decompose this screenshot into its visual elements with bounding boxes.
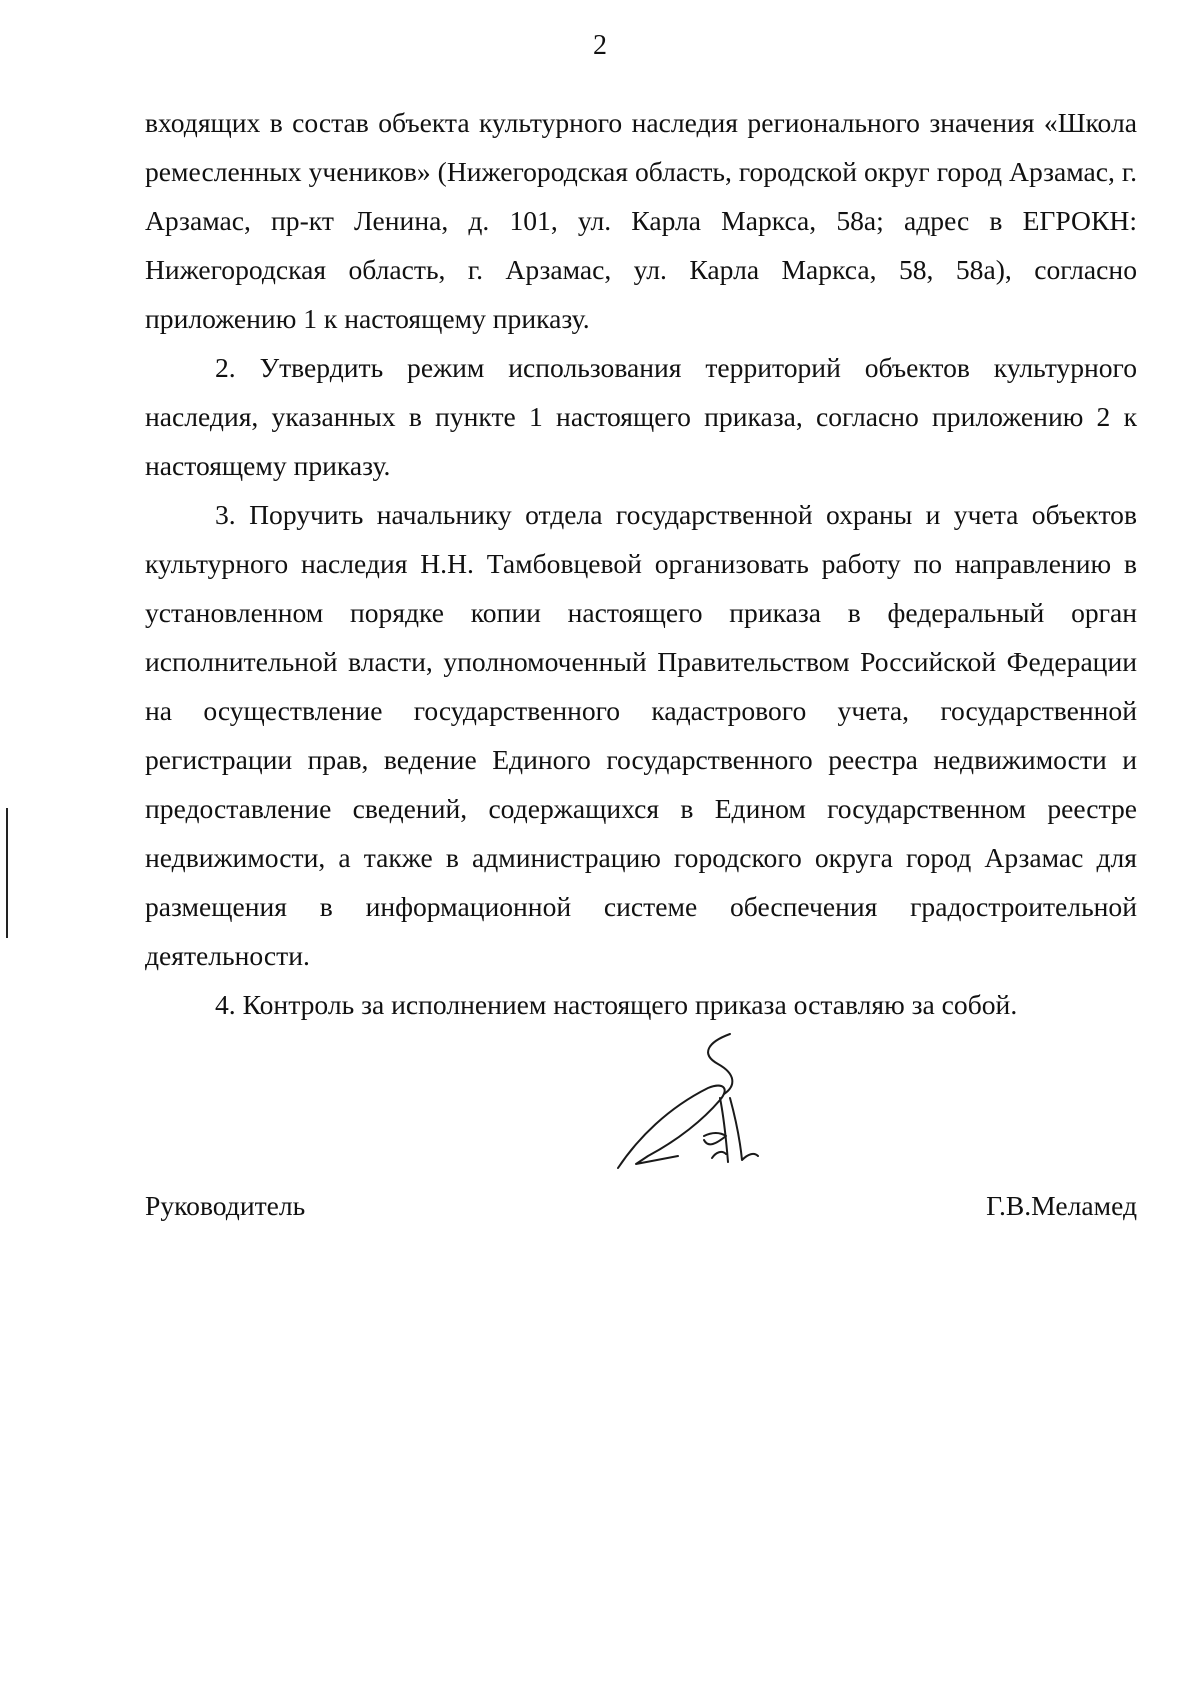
document-body: [145, 98, 1137, 1029]
handwritten-signature: [608, 1028, 778, 1203]
signatory-title: Руководитель: [145, 1190, 306, 1221]
paragraph-item-4: 4. Контроль за исполнением настоящего приказа оставляю за собой.: [215, 989, 1018, 1020]
paragraph-item-3: 3. Поручить начальнику отдела государственной охраны и учета объектов культурного наследия Н.Н. Тамбовцевой организовать работу по направлению в установленном порядке копии настоящего приказа в федеральный орган исполнительной власти, уполномоченный Правительством Российской Федерации на осуществление государственного кадастрового учета, государственной регистрации прав, ведение Единого государственного реестра недвижимости и предоставление сведений, содержащихся в Едином государственном реестре недвижимости, а также в администрацию городского округа город Арзамас для размещения в информационной системе обеспечения градостроительной деятельности.: [145, 499, 1137, 971]
signatory-name: Г.В.Меламед: [986, 1190, 1137, 1221]
margin-mark: [6, 808, 8, 938]
paragraph-item-2: 2. Утвердить режим использования территорий объектов культурного наследия, указанных в пункте 1 настоящего приказа, согласно приложению 2 к настоящему приказу.: [145, 352, 1137, 481]
paragraph-continuation: входящих в состав объекта культурного наследия регионального значения «Школа ремесленных учеников» (Нижегородская область, городской округ город Арзамас, г. Арзамас, пр-кт Ленина, д. 101, ул. Карла Маркса, 58а; адрес в ЕГРОКН: Нижегородская область, г. Арзамас, ул. Карла Маркса, 58, 58а), согласно приложению 1 к настоящему приказу.: [145, 107, 1137, 334]
page-number: 2: [593, 30, 607, 61]
